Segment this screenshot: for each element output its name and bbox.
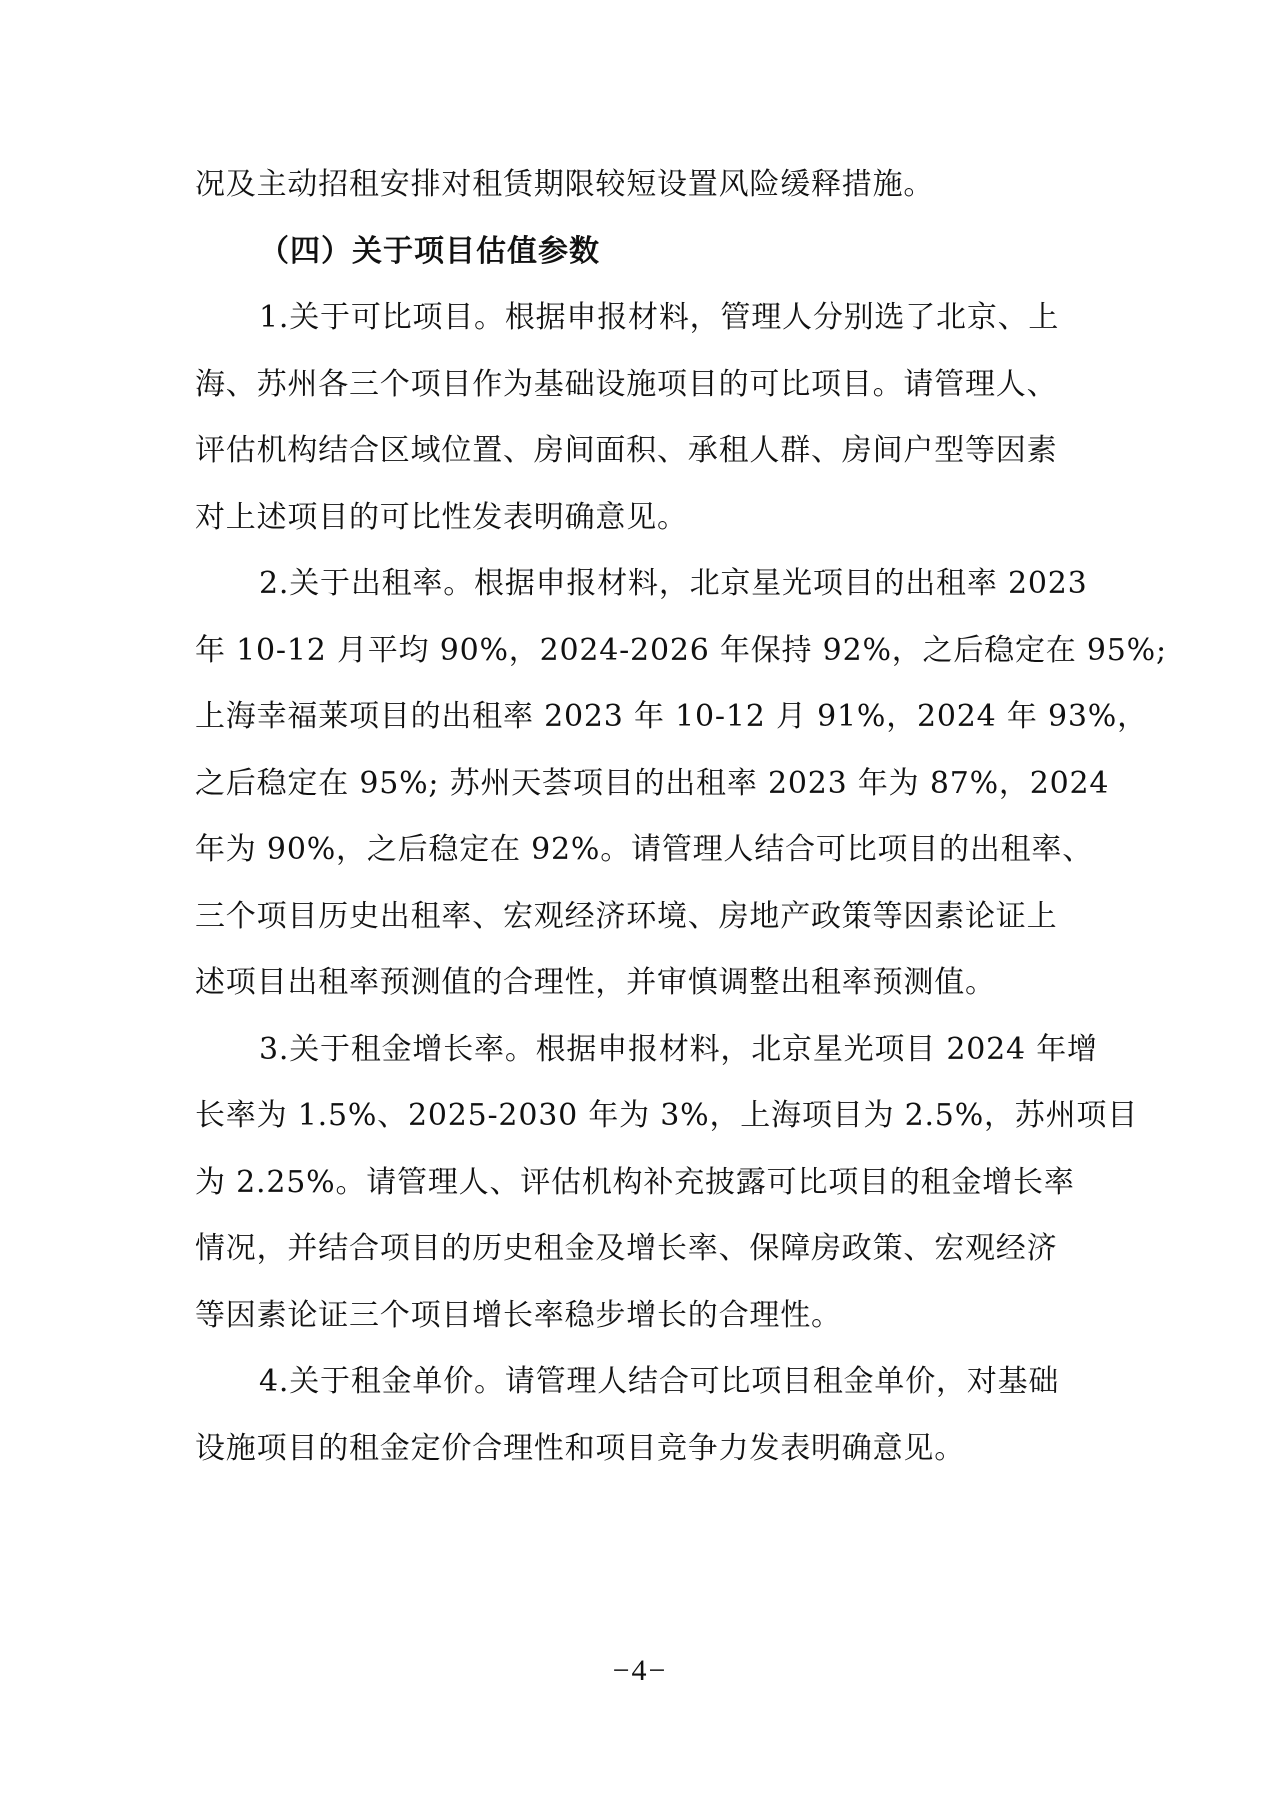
text-line: 1.关于可比项目。根据申报材料，管理人分别选了北京、上 bbox=[259, 300, 1060, 335]
text-line: 年 10-12 月平均 90%，2024-2026 年保持 92%，之后稳定在 95%; bbox=[195, 632, 1167, 668]
text-line: 4.关于租金单价。请管理人结合可比项目租金单价，对基础 bbox=[259, 1364, 1060, 1399]
text-line: 长率为 1.5%、2025-2030 年为 3%，上海项目为 2.5%，苏州项目 bbox=[195, 1098, 1138, 1133]
page-number: −4− bbox=[612, 1654, 668, 1687]
text-line: 等因素论证三个项目增长率稳步增长的合理性。 bbox=[195, 1297, 842, 1333]
text-line: 海、苏州各三个项目作为基础设施项目的可比项目。请管理人、 bbox=[195, 366, 1058, 402]
text-line: 述项目出租率预测值的合理性，并审慎调整出租率预测值。 bbox=[195, 965, 996, 1000]
text-line: 设施项目的租金定价合理性和项目竞争力发表明确意见。 bbox=[195, 1430, 965, 1466]
text-line: 情况，并结合项目的历史租金及增长率、保障房政策、宏观经济 bbox=[195, 1231, 1058, 1266]
text-line: 三个项目历史出租率、宏观经济环境、房地产政策等因素论证上 bbox=[195, 898, 1058, 934]
text-line: 为 2.25%。请管理人、评估机构补充披露可比项目的租金增长率 bbox=[195, 1164, 1075, 1200]
text-line: 况及主动招租安排对租赁期限较短设置风险缓释措施。 bbox=[195, 167, 935, 202]
text-line: 3.关于租金增长率。根据申报材料，北京星光项目 2024 年增 bbox=[259, 1031, 1098, 1067]
text-line: 上海幸福莱项目的出租率 2023 年 10-12 月 91%，2024 年 93%， bbox=[195, 699, 1148, 734]
document-body bbox=[195, 152, 1167, 1482]
text-line: 2.关于出租率。根据申报材料，北京星光项目的出租率 2023 bbox=[259, 566, 1088, 601]
section-heading: （四）关于项目估值参数 bbox=[259, 233, 600, 269]
text-line: 对上述项目的可比性发表明确意见。 bbox=[195, 499, 688, 535]
text-line: 年为 90%，之后稳定在 92%。请管理人结合可比项目的出租率、 bbox=[195, 832, 1094, 867]
text-line: 之后稳定在 95%; 苏州天荟项目的出租率 2023 年为 87%，2024 bbox=[195, 765, 1110, 801]
text-line: 评估机构结合区域位置、房间面积、承租人群、房间户型等因素 bbox=[195, 433, 1058, 468]
